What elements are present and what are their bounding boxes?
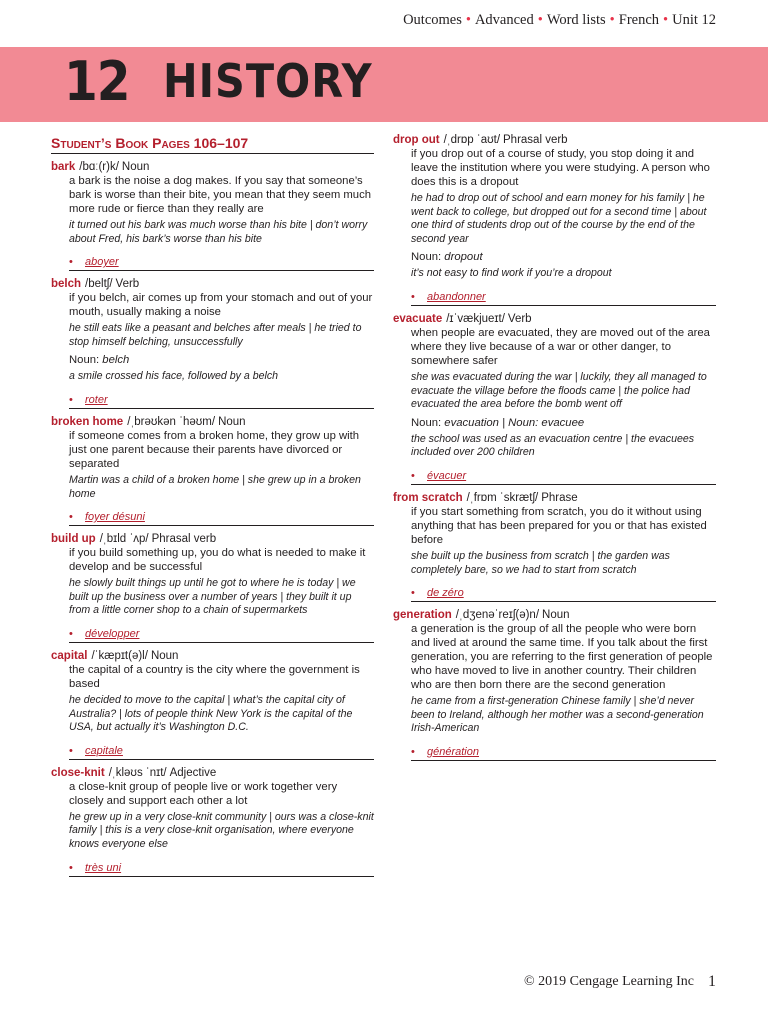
- entry-headline: [393, 133, 716, 147]
- breadcrumb-separator: •: [663, 12, 669, 28]
- example-sentences: he slowly built things up until he got to where he is today | we built up the business over a number of years | they built it up from a little corner shop to a chain of supermarkets: [69, 577, 356, 617]
- noun-word: dropout: [444, 251, 483, 264]
- breadcrumb-item: Outcomes: [403, 12, 462, 28]
- example-sentences: she was evacuated during the war | luckily, they all managed to evacuate the village before the floods came | the police had evacuated the area before the bomb went off: [411, 370, 707, 411]
- breadcrumb-item: Advanced: [474, 12, 534, 28]
- example-sentences: he had to drop out of school and earn money for his family | he went back to college, but dropped out for a second time | about one third of students drop out of the course by the end of the second year: [411, 192, 707, 245]
- left-column: [51, 133, 374, 883]
- noun-label: Noun:: [411, 416, 442, 429]
- bullet-icon: •: [69, 511, 73, 524]
- breadcrumb-separator: •: [609, 12, 615, 28]
- translation-line: [411, 291, 716, 306]
- headword: broken home: [51, 415, 124, 428]
- definition: if you start something from scratch, you do it without using anything that has been prepared for you or that has existed before: [411, 505, 707, 546]
- part-of-speech: Adjective: [169, 766, 217, 779]
- entry-headline: [51, 160, 374, 174]
- part-of-speech: Phrasal verb: [151, 533, 217, 546]
- dictionary-entry: [51, 532, 374, 643]
- translation: de zéro: [427, 587, 464, 600]
- headword: close-knit: [51, 766, 105, 779]
- entry-headline: [51, 649, 374, 663]
- translation-line: [411, 470, 716, 485]
- entry-headline: [393, 312, 716, 326]
- bullet-icon: •: [69, 861, 73, 874]
- breadcrumb: [403, 12, 716, 29]
- headword: drop out: [393, 134, 440, 146]
- definition: a bark is the noise a dog makes. If you say that someone’s bark is worse than their bite, you mean that they seem much more rude or fierce than they really are: [69, 175, 372, 215]
- breadcrumb-item: Word lists: [546, 12, 606, 28]
- translation: capitale: [85, 744, 123, 757]
- breadcrumb-item: French: [618, 12, 660, 28]
- pronunciation: /ɪˈvækjueɪt/: [446, 312, 505, 325]
- pronunciation: /ˌbɪld ˈʌp/: [99, 533, 149, 546]
- entry-headline: [51, 766, 374, 780]
- translation-line: [69, 628, 374, 643]
- pronunciation: /ˈkæpɪt(ə)l/: [91, 649, 148, 662]
- part-of-speech: Noun: [150, 649, 179, 662]
- definition: the capital of a country is the city where the government is based: [69, 663, 360, 690]
- definition: if you build something up, you do what is needed to make it develop and be successful: [69, 547, 366, 574]
- definition: if someone comes from a broken home, they grow up with just one parent because their parents have divorced or separated: [69, 429, 360, 470]
- translation: génération: [427, 745, 479, 758]
- noun-form: [51, 353, 374, 367]
- translation-line: [411, 587, 716, 602]
- noun-form: [393, 416, 716, 430]
- definition: if you drop out of a course of study, you stop doing it and leave the institution where you were studying. A person who does this is a dropout: [411, 148, 710, 188]
- translation: évacuer: [427, 469, 467, 482]
- noun-word: evacuation | Noun: evacuee: [444, 416, 585, 429]
- translation: roter: [85, 393, 108, 406]
- dictionary-entry: [51, 277, 374, 409]
- copyright-footer: © 2019 Cengage Learning Inc: [523, 974, 694, 989]
- translation-line: [69, 745, 374, 760]
- part-of-speech: Noun: [218, 415, 246, 428]
- example-sentences: she built up the business from scratch | the garden was completely bare, so we had to start from scratch: [411, 549, 670, 576]
- headword: bark: [51, 161, 76, 173]
- part-of-speech: Noun: [542, 609, 570, 622]
- pronunciation: /ˌdʒenəˈreɪʃ(ə)n/: [455, 609, 540, 622]
- translation-line: [69, 256, 374, 271]
- noun-label: Noun:: [411, 251, 442, 264]
- bullet-icon: •: [69, 627, 73, 640]
- translation-line: [69, 394, 374, 409]
- entry-headline: [393, 491, 716, 505]
- pronunciation: /beltʃ/: [85, 278, 113, 291]
- headword: capital: [51, 649, 88, 662]
- bullet-icon: •: [411, 587, 415, 600]
- pronunciation: /ˌbrəʊkən ˈhəʊm/: [127, 415, 216, 428]
- example-sentences: he still eats like a peasant and belches after meals | he tried to stop himself belching, unsuccessfully: [69, 322, 362, 348]
- right-column: [393, 133, 716, 767]
- dictionary-entry: [51, 160, 374, 271]
- translation-line: [69, 862, 374, 877]
- breadcrumb-separator: •: [537, 12, 543, 28]
- headword: evacuate: [393, 312, 443, 325]
- bullet-icon: •: [69, 256, 73, 269]
- example-sentences: he decided to move to the capital | what’s the capital city of Australia? | lots of people think New York is the capital of the USA, but actually it’s Washington D.C.: [69, 693, 353, 734]
- part-of-speech: Verb: [115, 278, 140, 291]
- entry-headline: [393, 608, 716, 622]
- entry-headline: [51, 532, 374, 546]
- noun-example: it’s not easy to find work if you’re a dropout: [411, 267, 612, 280]
- dictionary-entry: [393, 312, 716, 485]
- dictionary-entry: [51, 766, 374, 877]
- example-sentences: he came from a first-generation Chinese family | she’d never been to Ireland, although her mother was a second-generation Irish-American: [411, 695, 704, 735]
- translation: développer: [85, 627, 140, 640]
- noun-label: Noun:: [69, 354, 100, 367]
- dictionary-entry: [393, 133, 716, 306]
- translation: très uni: [85, 861, 122, 874]
- dictionary-entry: [51, 649, 374, 760]
- headword: from scratch: [393, 491, 463, 504]
- breadcrumb-item: Unit 12: [672, 12, 716, 28]
- definition: a close-knit group of people live or work together very closely and support each other a lot: [69, 780, 338, 807]
- entry-headline: [51, 415, 374, 429]
- bullet-icon: •: [411, 745, 415, 758]
- definition: when people are evacuated, they are moved out of the area where they live because of a war or other danger, to somewhere safer: [411, 326, 710, 367]
- part-of-speech: Phrasal verb: [503, 134, 568, 146]
- bullet-icon: •: [69, 744, 73, 757]
- bullet-icon: •: [411, 290, 415, 303]
- pronunciation: /ˌdrɒp ˈaʊt/: [443, 134, 501, 146]
- section-heading: Student’s Book Pages 106–107: [51, 135, 374, 154]
- unit-number: 12: [64, 50, 130, 113]
- definition: a generation is the group of all the people who were born and lived at around the same time. If you talk about the first generation, you are referring to the first generation of people who have moved to live in another country. Their children who are then born there are the second generation: [411, 623, 713, 692]
- translation: foyer désuni: [85, 511, 145, 524]
- headword: belch: [51, 278, 82, 291]
- pronunciation: /ˌkləʊs ˈnɪt/: [108, 766, 167, 779]
- entry-headline: [51, 277, 374, 291]
- breadcrumb-separator: •: [465, 12, 471, 28]
- headword: generation: [393, 609, 452, 622]
- part-of-speech: Noun: [121, 161, 150, 173]
- dictionary-entry: [393, 491, 716, 602]
- part-of-speech: Phrase: [541, 491, 578, 504]
- noun-example: the school was used as an evacuation centre | the evacuees included over 200 children: [411, 432, 695, 459]
- pronunciation: /ˌfrɒm ˈskrætʃ/: [466, 491, 539, 504]
- page-number: 1: [708, 973, 716, 990]
- translation: aboyer: [85, 256, 119, 269]
- translation-line: [411, 746, 716, 761]
- part-of-speech: Verb: [507, 312, 532, 325]
- noun-word: belch: [102, 354, 130, 367]
- headword: build up: [51, 533, 96, 546]
- unit-title: HISTORY: [163, 54, 373, 108]
- translation: abandonner: [427, 290, 486, 303]
- bullet-icon: •: [69, 393, 73, 406]
- example-sentences: Martin was a child of a broken home | she grew up in a broken home: [69, 473, 361, 500]
- translation-line: [69, 511, 374, 526]
- dictionary-entry: [393, 608, 716, 761]
- dictionary-entry: [51, 415, 374, 526]
- definition: if you belch, air comes up from your stomach and out of your mouth, usually making a noise: [69, 292, 373, 319]
- example-sentences: he grew up in a very close-knit community | ours was a close-knit family | this is a very close-knit organisation, where everyone knows everyone else: [69, 810, 374, 850]
- noun-form: [393, 250, 716, 264]
- bullet-icon: •: [411, 469, 415, 482]
- noun-example: a smile crossed his face, followed by a belch: [69, 370, 279, 383]
- pronunciation: /bɑː(r)k/: [79, 161, 119, 173]
- example-sentences: it turned out his bark was much worse than his bite | don’t worry about Fred, his bark’s worse than his bite: [69, 219, 368, 245]
